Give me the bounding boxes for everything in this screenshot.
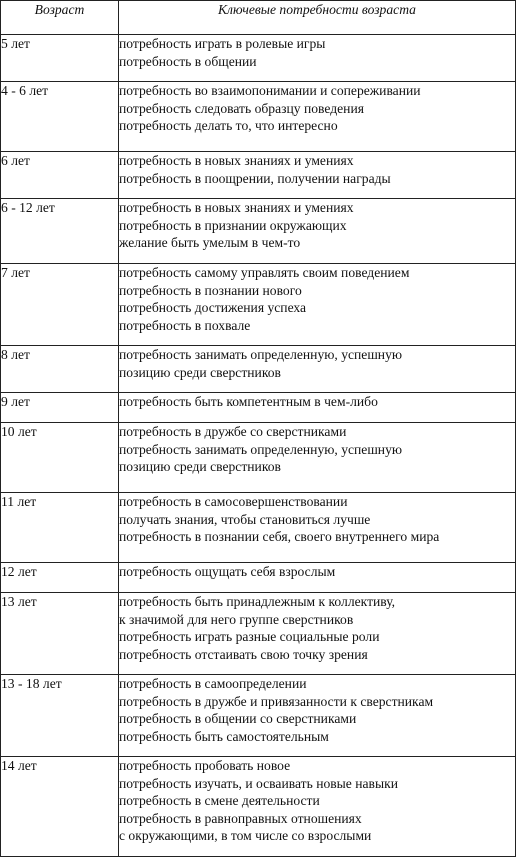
needs-cell (119, 757, 516, 857)
need-line: потребность в общении (119, 53, 257, 69)
age-cell: 5 лет (1, 35, 119, 82)
age-cell: 13 - 18 лет (1, 675, 119, 757)
need-line: потребность достижения успеха (119, 300, 307, 315)
need-line: потребность ощущать себя взрослым (119, 564, 336, 579)
needs-cell (119, 675, 516, 757)
need-line: потребность в новых знаниях и умениях (119, 153, 354, 168)
need-line: потребность в познании нового (119, 282, 302, 298)
age-cell: 7 лет (1, 264, 119, 346)
need-line: потребность в дружбе со сверстниками (119, 424, 347, 439)
needs-cell (119, 563, 516, 593)
table-row (1, 393, 516, 423)
needs-cell (119, 35, 516, 82)
need-line: потребность в новых знаниях и умениях (119, 200, 354, 215)
needs-cell (119, 346, 516, 393)
table-row (1, 493, 516, 563)
need-line: потребность в смене деятельности (119, 793, 320, 808)
need-line: с окружающими, в том числе со взрослыми (119, 828, 372, 843)
need-line: потребность пробовать новое (119, 758, 291, 773)
need-line: потребность быть самостоятельным (119, 728, 329, 744)
need-line: потребность в признании окружающих (119, 217, 347, 233)
table-row (1, 423, 516, 493)
needs-cell (119, 423, 516, 493)
table-row (1, 264, 516, 346)
need-line: потребность в похвале (119, 317, 251, 333)
table-row (1, 199, 516, 264)
need-line: потребность в познании себя, своего внутреннего мира (119, 529, 440, 544)
age-cell: 8 лет (1, 346, 119, 393)
age-cell: 14 лет (1, 757, 119, 857)
needs-cell (119, 199, 516, 264)
table-row (1, 593, 516, 675)
table-row (1, 82, 516, 152)
need-line: потребность в самосовершенствовании (119, 494, 348, 509)
needs-cell (119, 264, 516, 346)
needs-cell (119, 493, 516, 563)
table-row (1, 563, 516, 593)
header-age: Возраст (1, 1, 119, 35)
table-header (1, 1, 516, 35)
needs-cell (119, 593, 516, 675)
need-line: потребность следовать образцу поведения (119, 100, 364, 116)
need-line: потребность занимать определенную, успешную (119, 441, 403, 457)
need-line: потребность занимать определенную, успешную (119, 347, 403, 362)
need-line: потребность в поощрении, получении награды (119, 170, 391, 186)
table-row (1, 675, 516, 757)
needs-cell (119, 393, 516, 423)
need-line: потребность быть принадлежным к коллективу, (119, 594, 396, 609)
need-line: потребность изучать, и осваивать новые навыки (119, 775, 398, 791)
need-line: потребность играть в ролевые игры (119, 36, 326, 51)
need-line: к значимой для него группе сверстников (119, 611, 354, 627)
need-line: потребность в дружбе и привязанности к сверстникам (119, 693, 434, 709)
need-line: желание быть умелым в чем-то (119, 235, 301, 250)
table-row (1, 152, 516, 199)
header-needs: Ключевые потребности возраста (119, 1, 516, 35)
need-line: потребность самому управлять своим поведением (119, 265, 410, 280)
age-cell: 10 лет (1, 423, 119, 493)
need-line: потребность быть компетентным в чем-либо (119, 394, 378, 409)
need-line: позицию среди сверстников (119, 459, 281, 474)
age-cell: 6 лет (1, 152, 119, 199)
need-line: потребность в самоопределении (119, 676, 307, 691)
table-body (1, 35, 516, 857)
need-line: позицию среди сверстников (119, 364, 281, 380)
age-cell: 6 - 12 лет (1, 199, 119, 264)
table-row (1, 35, 516, 82)
need-line: потребность делать то, что интересно (119, 118, 338, 133)
age-cell: 13 лет (1, 593, 119, 675)
needs-cell (119, 152, 516, 199)
need-line: потребность в равноправных отношениях (119, 810, 362, 826)
need-line: получать знания, чтобы становиться лучше (119, 511, 371, 527)
need-line: потребность играть разные социальные роли (119, 629, 380, 644)
age-cell: 12 лет (1, 563, 119, 593)
age-cell: 4 - 6 лет (1, 82, 119, 152)
age-cell: 11 лет (1, 493, 119, 563)
age-cell: 9 лет (1, 393, 119, 423)
table-row (1, 757, 516, 857)
need-line: потребность отстаивать свою точку зрения (119, 646, 368, 662)
needs-cell (119, 82, 516, 152)
header-row (1, 1, 516, 35)
need-line: потребность в общении со сверстниками (119, 711, 357, 726)
need-line: потребность во взаимопонимании и сопереживании (119, 83, 421, 98)
table-row (1, 346, 516, 393)
